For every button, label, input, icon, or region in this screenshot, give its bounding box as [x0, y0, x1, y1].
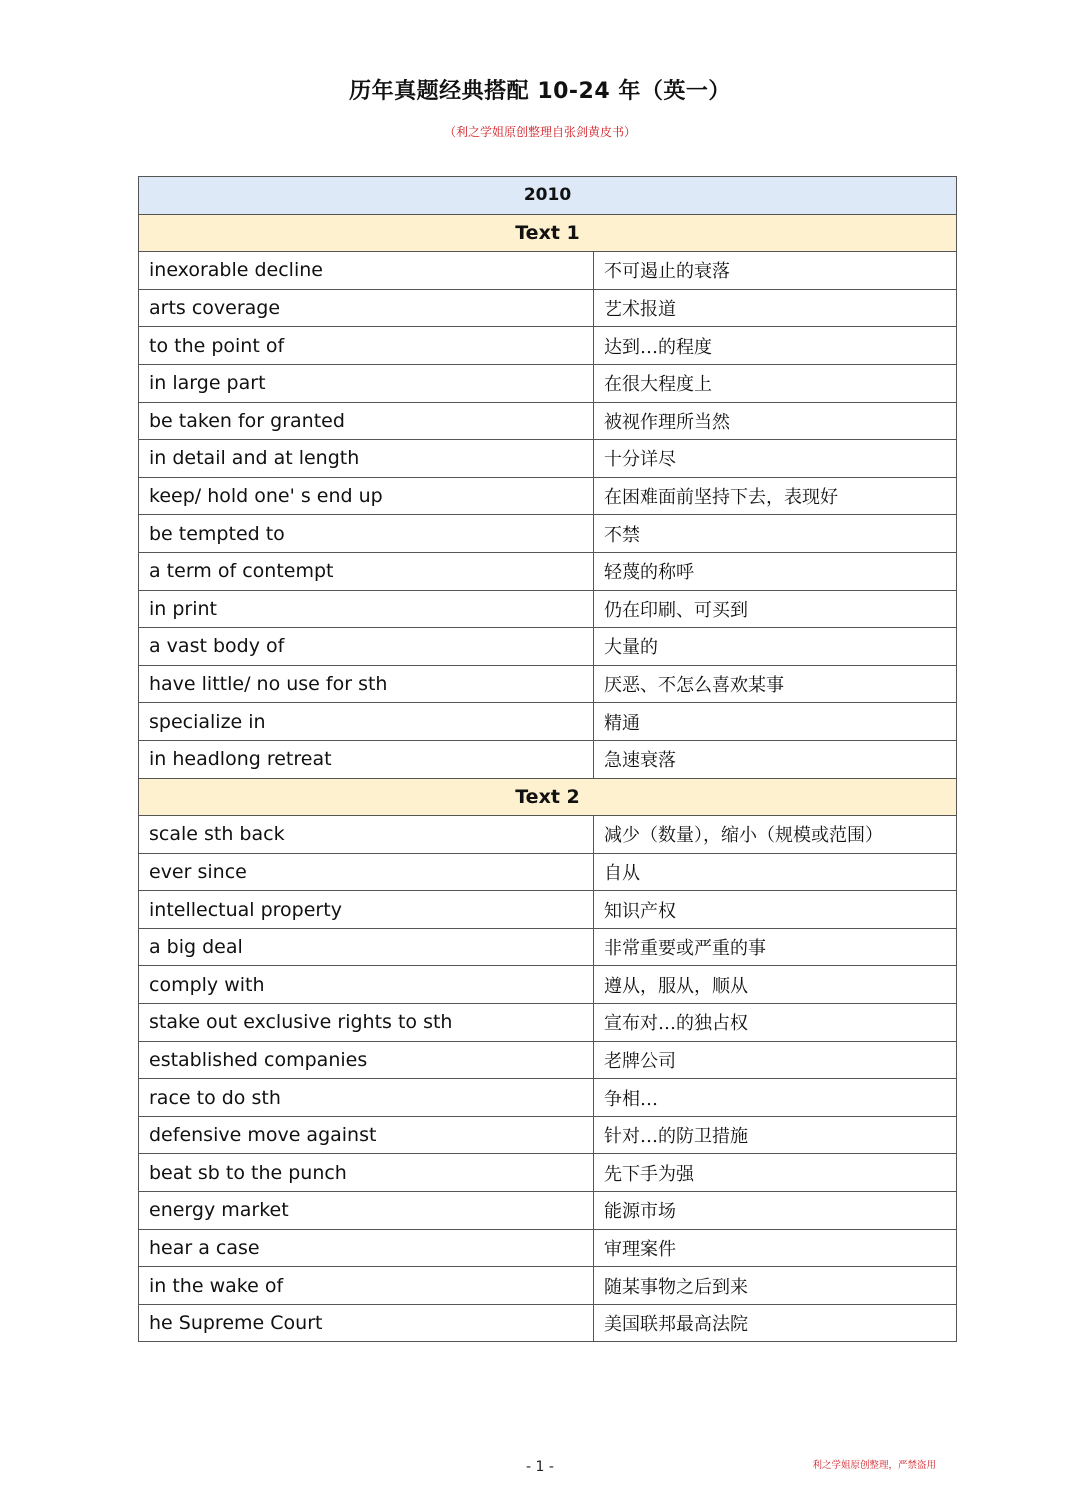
- section-header: Text 2: [139, 778, 957, 816]
- phrase-english: scale sth back: [139, 816, 594, 854]
- phrase-chinese: 轻蔑的称呼: [594, 552, 957, 590]
- phrase-chinese: 在很大程度上: [594, 364, 957, 402]
- phrase-english: in detail and at length: [139, 440, 594, 478]
- table-row: [139, 327, 957, 365]
- phrase-chinese: 自从: [594, 853, 957, 891]
- phrase-english: established companies: [139, 1041, 594, 1079]
- footer-note: 利之学姐原创整理，严禁盗用: [812, 1460, 936, 1471]
- phrase-english: be taken for granted: [139, 402, 594, 440]
- phrase-chinese: 仍在印刷、可买到: [594, 590, 957, 628]
- phrase-chinese: 达到…的程度: [594, 327, 957, 365]
- phrase-english: energy market: [139, 1192, 594, 1230]
- table-row: [139, 1154, 957, 1192]
- phrase-chinese: 不可遏止的衰落: [594, 252, 957, 290]
- phrase-chinese: 十分详尽: [594, 440, 957, 478]
- phrase-english: hear a case: [139, 1229, 594, 1267]
- table-row: [139, 1116, 957, 1154]
- phrase-chinese: 急速衰落: [594, 740, 957, 778]
- table-row: [139, 477, 957, 515]
- table-row: [139, 1079, 957, 1117]
- table-row: [139, 252, 957, 290]
- section-header-row: [139, 778, 957, 816]
- table-row: [139, 891, 957, 929]
- phrase-chinese: 遵从，服从，顺从: [594, 966, 957, 1004]
- phrase-chinese: 精通: [594, 703, 957, 741]
- phrase-english: comply with: [139, 966, 594, 1004]
- table-row: [139, 590, 957, 628]
- table-row: [139, 1304, 957, 1342]
- table-row: [139, 665, 957, 703]
- phrase-chinese: 针对…的防卫措施: [594, 1116, 957, 1154]
- table-row: [139, 1229, 957, 1267]
- phrase-chinese: 美国联邦最高法院: [594, 1304, 957, 1342]
- phrase-chinese: 审理案件: [594, 1229, 957, 1267]
- phrase-chinese: 非常重要或严重的事: [594, 928, 957, 966]
- page-number: - 1 -: [526, 1459, 554, 1475]
- phrase-english: specialize in: [139, 703, 594, 741]
- table-row: [139, 364, 957, 402]
- table-row: [139, 1041, 957, 1079]
- phrase-english: in print: [139, 590, 594, 628]
- phrase-english: intellectual property: [139, 891, 594, 929]
- phrase-chinese: 随某事物之后到来: [594, 1267, 957, 1305]
- phrase-chinese: 被视作理所当然: [594, 402, 957, 440]
- table-row: [139, 928, 957, 966]
- table-row: [139, 1192, 957, 1230]
- phrase-chinese: 减少（数量），缩小（规模或范围）: [594, 816, 957, 854]
- vocab-table-body: [139, 177, 957, 1342]
- phrase-chinese: 不禁: [594, 515, 957, 553]
- phrase-chinese: 先下手为强: [594, 1154, 957, 1192]
- table-row: [139, 440, 957, 478]
- phrase-english: arts coverage: [139, 289, 594, 327]
- section-header: Text 1: [139, 214, 957, 252]
- table-row: [139, 703, 957, 741]
- phrase-chinese: 大量的: [594, 628, 957, 666]
- phrase-english: a vast body of: [139, 628, 594, 666]
- phrase-chinese: 艺术报道: [594, 289, 957, 327]
- table-row: [139, 402, 957, 440]
- year-header: 2010: [139, 177, 957, 215]
- phrase-chinese: 老牌公司: [594, 1041, 957, 1079]
- table-row: [139, 816, 957, 854]
- phrase-english: a big deal: [139, 928, 594, 966]
- phrase-english: he Supreme Court: [139, 1304, 594, 1342]
- table-row: [139, 289, 957, 327]
- phrase-chinese: 宣布对…的独占权: [594, 1004, 957, 1042]
- section-header-row: [139, 214, 957, 252]
- phrase-english: inexorable decline: [139, 252, 594, 290]
- phrase-chinese: 厌恶、不怎么喜欢某事: [594, 665, 957, 703]
- phrase-english: have little/ no use for sth: [139, 665, 594, 703]
- page-title: 历年真题经典搭配 10-24 年（英一）: [349, 79, 731, 104]
- table-row: [139, 966, 957, 1004]
- phrase-english: in large part: [139, 364, 594, 402]
- table-row: [139, 515, 957, 553]
- phrase-english: stake out exclusive rights to sth: [139, 1004, 594, 1042]
- phrase-english: in headlong retreat: [139, 740, 594, 778]
- table-row: [139, 1267, 957, 1305]
- phrase-english: beat sb to the punch: [139, 1154, 594, 1192]
- phrase-english: to the point of: [139, 327, 594, 365]
- phrase-english: defensive move against: [139, 1116, 594, 1154]
- table-row: [139, 628, 957, 666]
- table-row: [139, 1004, 957, 1042]
- year-header-row: [139, 177, 957, 215]
- phrase-chinese: 在困难面前坚持下去，表现好: [594, 477, 957, 515]
- vocab-table: [138, 176, 957, 1342]
- phrase-english: keep/ hold one' s end up: [139, 477, 594, 515]
- phrase-chinese: 知识产权: [594, 891, 957, 929]
- table-row: [139, 552, 957, 590]
- phrase-chinese: 争相…: [594, 1079, 957, 1117]
- table-row: [139, 853, 957, 891]
- phrase-english: be tempted to: [139, 515, 594, 553]
- table-row: [139, 740, 957, 778]
- phrase-english: a term of contempt: [139, 552, 594, 590]
- phrase-english: ever since: [139, 853, 594, 891]
- phrase-chinese: 能源市场: [594, 1192, 957, 1230]
- phrase-english: in the wake of: [139, 1267, 594, 1305]
- phrase-english: race to do sth: [139, 1079, 594, 1117]
- page-subtitle: （利之学姐原创整理自张剑黄皮书）: [443, 125, 636, 139]
